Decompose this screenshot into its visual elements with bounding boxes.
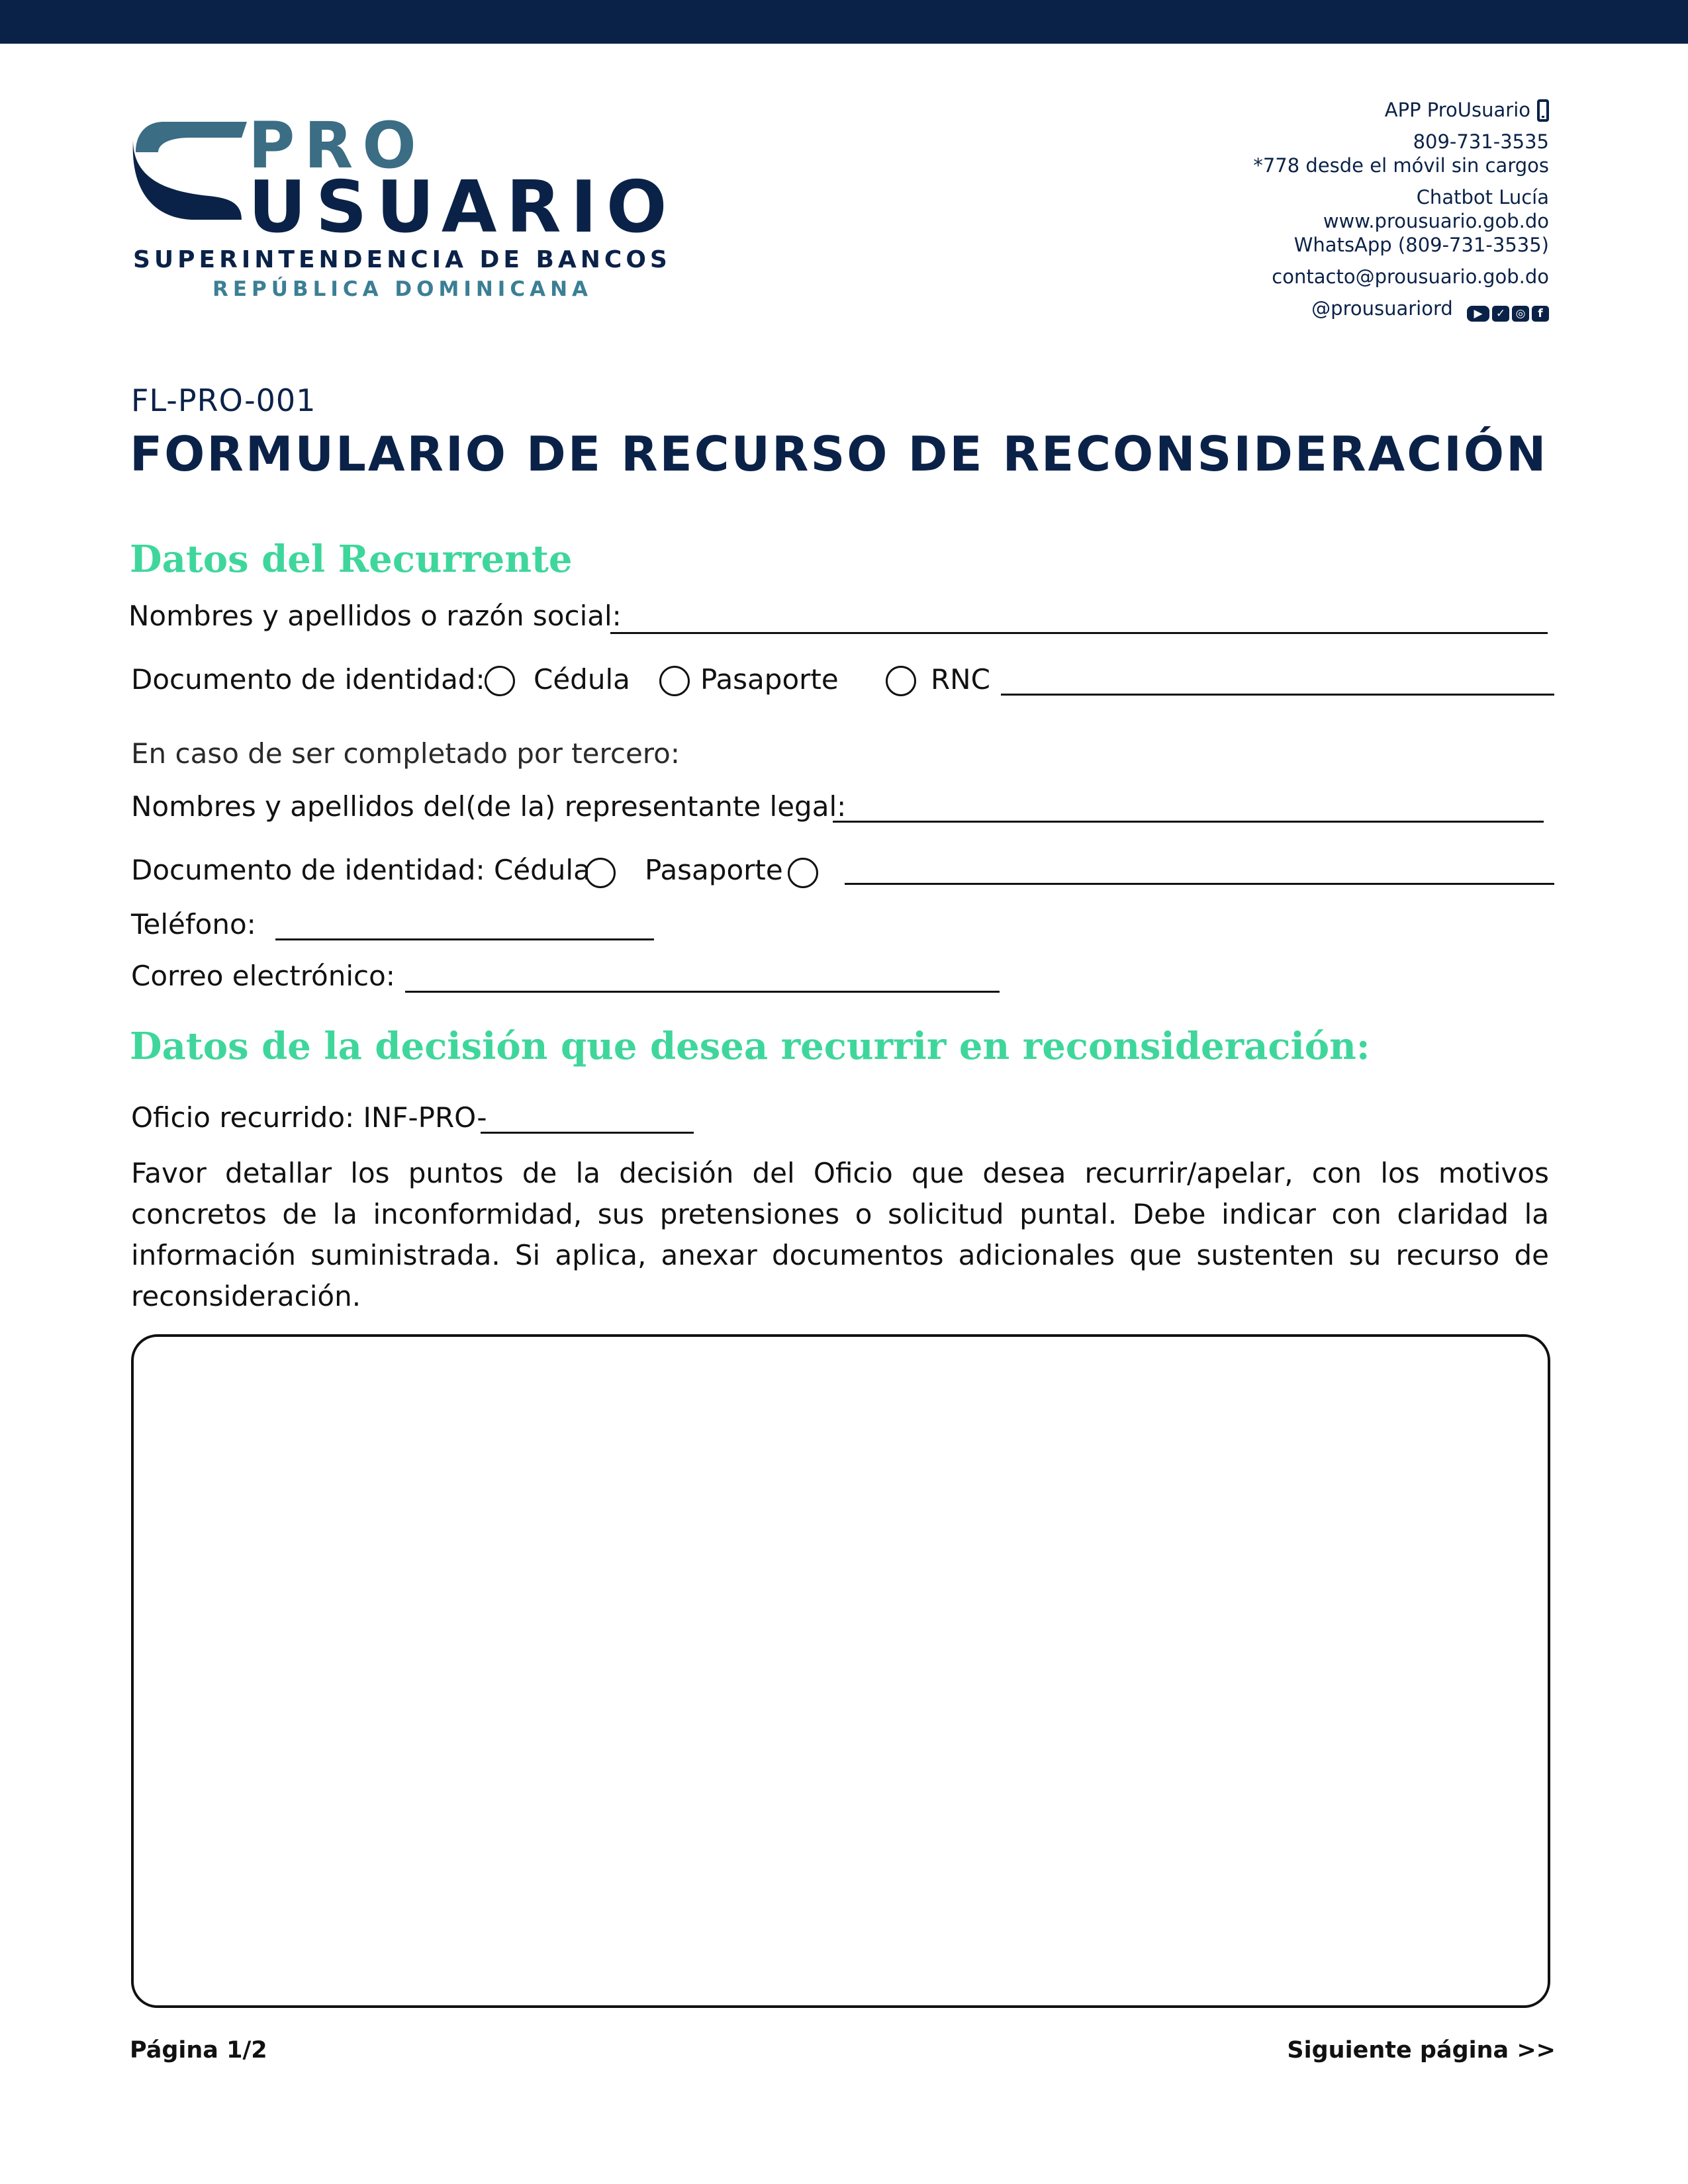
- instagram-icon: ◎: [1512, 306, 1529, 322]
- radio-cedula[interactable]: [485, 666, 515, 696]
- option-rnc-label: RNC: [931, 663, 990, 696]
- radio-rnc[interactable]: [886, 666, 916, 696]
- radio-rep-cedula[interactable]: [585, 858, 616, 888]
- twitter-icon: ✓: [1492, 306, 1509, 322]
- logo-swoosh-icon: [129, 114, 255, 226]
- logo-word-pro: PRO: [248, 109, 426, 183]
- logo-word-usuario: USUARIO: [248, 166, 677, 249]
- section-heading-recurrente: Datos del Recurrente: [130, 537, 573, 581]
- contact-block: [1253, 98, 1549, 322]
- logo-country: REPÚBLICA DOMINICANA: [212, 277, 593, 301]
- rep-doc-line[interactable]: [845, 883, 1554, 885]
- logo-subtitle: SUPERINTENDENCIA DE BANCOS: [133, 246, 671, 273]
- option-pasaporte-label: Pasaporte: [700, 663, 839, 696]
- page-number: Página 1/2: [130, 2037, 267, 2064]
- name-input-line[interactable]: [610, 632, 1548, 634]
- phone-input-line[interactable]: [275, 938, 654, 940]
- youtube-icon: ▶: [1467, 306, 1489, 322]
- chatbot-label: Chatbot Lucía: [1416, 186, 1549, 208]
- doc-label: Documento de identidad:: [131, 663, 485, 696]
- name-label: Nombres y apellidos o razón social:: [128, 600, 622, 632]
- whatsapp-label: WhatsApp (809-731-3535): [1293, 234, 1549, 256]
- rep-name-line[interactable]: [833, 821, 1544, 823]
- oficio-label: Oficio recurrido: INF-PRO-: [131, 1101, 487, 1134]
- social-handle: @prousuariord: [1311, 297, 1453, 320]
- radio-rep-pasaporte[interactable]: [788, 858, 818, 888]
- website-link[interactable]: www.prousuario.gob.do: [1323, 210, 1549, 232]
- oficio-input-line[interactable]: [481, 1132, 694, 1134]
- email-input-line[interactable]: [405, 991, 1000, 993]
- social-line: [1253, 296, 1549, 322]
- option-cedula-label: Cédula: [534, 663, 630, 696]
- third-party-heading: En caso de ser completado por tercero:: [131, 737, 680, 770]
- radio-pasaporte[interactable]: [659, 666, 690, 696]
- section-heading-decision: Datos de la decisión que desea recurrir en reconsideración:: [130, 1024, 1370, 1068]
- prousuario-logo: [129, 109, 677, 312]
- instructions-paragraph: Favor detallar los puntos de la decisión del Oficio que desea recurrir/apelar, con los motivos concretos de la inconformidad, sus pretensiones o solicitud puntal. Debe indicar con claridad la información suministrada. Si aplica, anexar documentos adicionales que sustenten su recurso de reconsideración.: [131, 1157, 1549, 1312]
- email-link[interactable]: contacto@prousuario.gob.do: [1272, 265, 1549, 288]
- app-label: APP ProUsuario: [1384, 99, 1530, 121]
- email-label: Correo electrónico:: [131, 960, 395, 992]
- app-line: [1253, 98, 1549, 122]
- details-textarea[interactable]: [131, 1334, 1550, 2008]
- phone-label: Teléfono:: [131, 908, 256, 940]
- top-color-bar: [0, 0, 1688, 44]
- phone-note: *778 desde el móvil sin cargos: [1253, 154, 1549, 177]
- mobile-phone-icon: [1537, 99, 1549, 122]
- phone-number: 809-731-3535: [1413, 130, 1549, 153]
- rep-option-pasaporte-label: Pasaporte: [645, 854, 783, 886]
- doc-number-line[interactable]: [1001, 694, 1554, 696]
- form-code: FL-PRO-001: [131, 383, 316, 418]
- rep-name-label: Nombres y apellidos del(de la) representante legal:: [131, 790, 847, 823]
- rep-doc-label: Documento de identidad: Cédula: [131, 854, 590, 886]
- form-title: FORMULARIO DE RECURSO DE RECONSIDERACIÓN: [130, 426, 1548, 482]
- next-page-label[interactable]: Siguiente página >>: [1287, 2037, 1556, 2064]
- facebook-icon: f: [1532, 306, 1549, 322]
